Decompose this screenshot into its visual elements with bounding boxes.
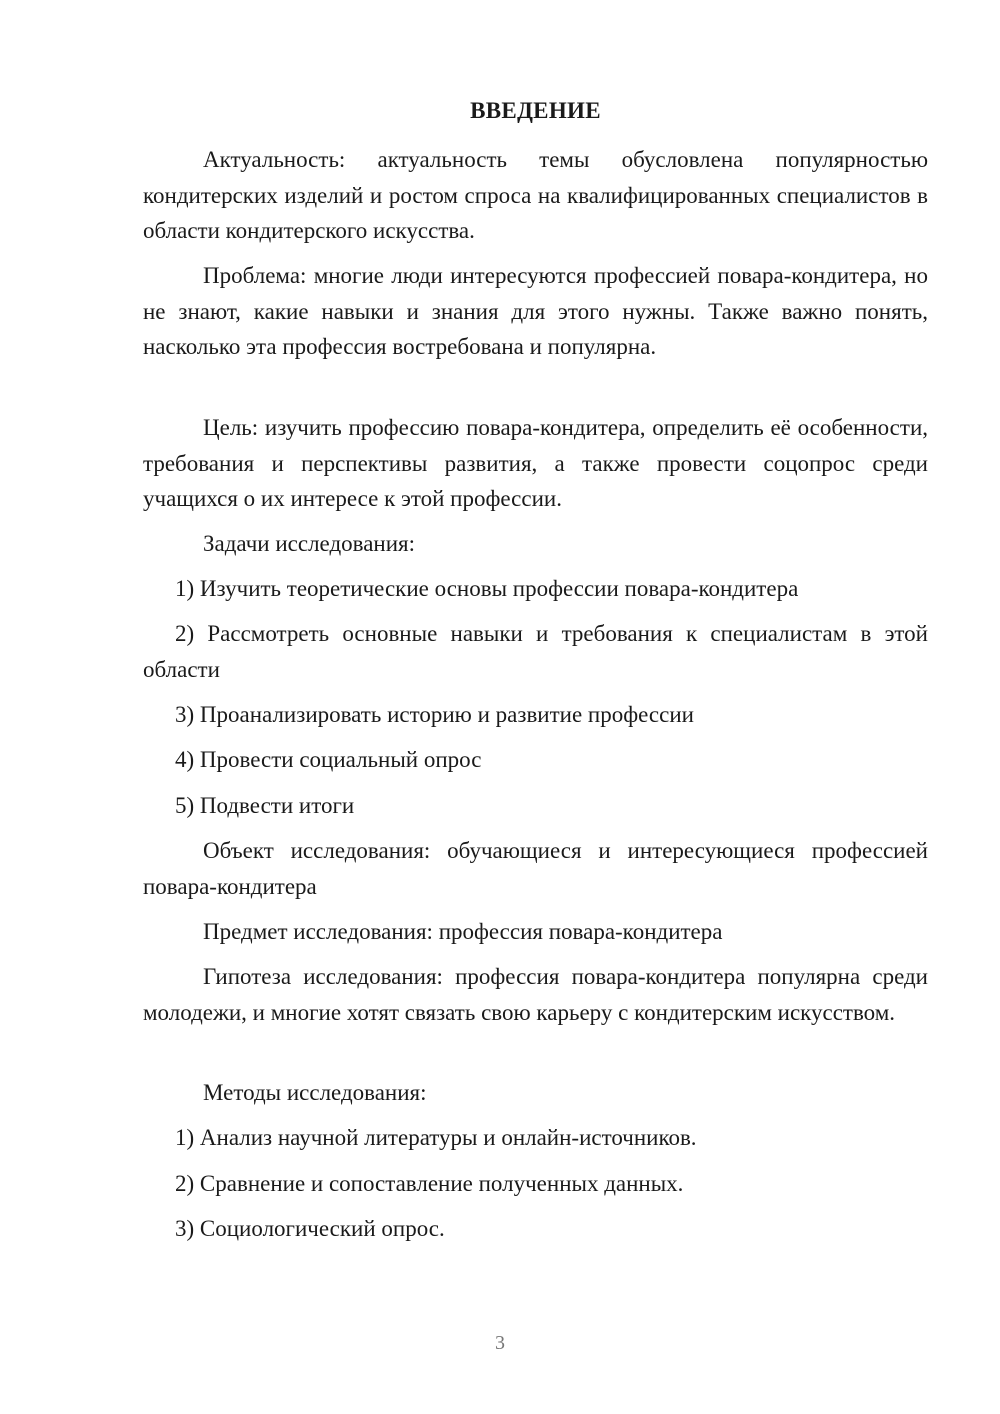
method-item-1: 1) Анализ научной литературы и онлайн-источников. [175,1125,697,1150]
method-item-2: 2) Сравнение и сопоставление полученных данных. [175,1171,684,1196]
task-item-2: 2) Рассмотреть основные навыки и требования к специалистам в этой области [143,621,928,682]
subject-paragraph: Предмет исследования: профессия повара-кондитера [203,919,723,944]
object-paragraph: Объект исследования: обучающиеся и интересующиеся профессией повара-кондитера [143,838,928,899]
tasks-heading: Задачи исследования: [203,531,416,556]
task-item-1: 1) Изучить теоретические основы профессии повара-кондитера [175,576,799,601]
methods-heading: Методы исследования: [203,1080,427,1105]
goal-paragraph: Цель: изучить профессию повара-кондитера, определить её особенности, требования и перспективы развития, а также провести соцопрос среди учащихся о их интересе к этой профессии. [143,415,928,511]
page-title: ВВЕДЕНИЕ [470,98,601,123]
page-number: 3 [495,1332,505,1354]
task-item-5: 5) Подвести итоги [175,793,355,818]
task-item-3: 3) Проанализировать историю и развитие профессии [175,702,694,727]
task-item-4: 4) Провести социальный опрос [175,747,482,772]
relevance-paragraph: Актуальность: актуальность темы обусловлена популярностью кондитерских изделий и ростом спроса на квалифицированных специалистов в области кондитерского искусства. [143,147,928,243]
problem-paragraph: Проблема: многие люди интересуются профессией повара-кондитера, но не знают, какие навыки и знания для этого нужны. Также важно понять, насколько эта профессия востребована и популярна. [143,263,928,359]
method-item-3: 3) Социологический опрос. [175,1216,445,1241]
hypothesis-paragraph: Гипотеза исследования: профессия повара-кондитера популярна среди молодежи, и многие хотят связать свою карьеру с кондитерским искусством. [143,964,928,1025]
